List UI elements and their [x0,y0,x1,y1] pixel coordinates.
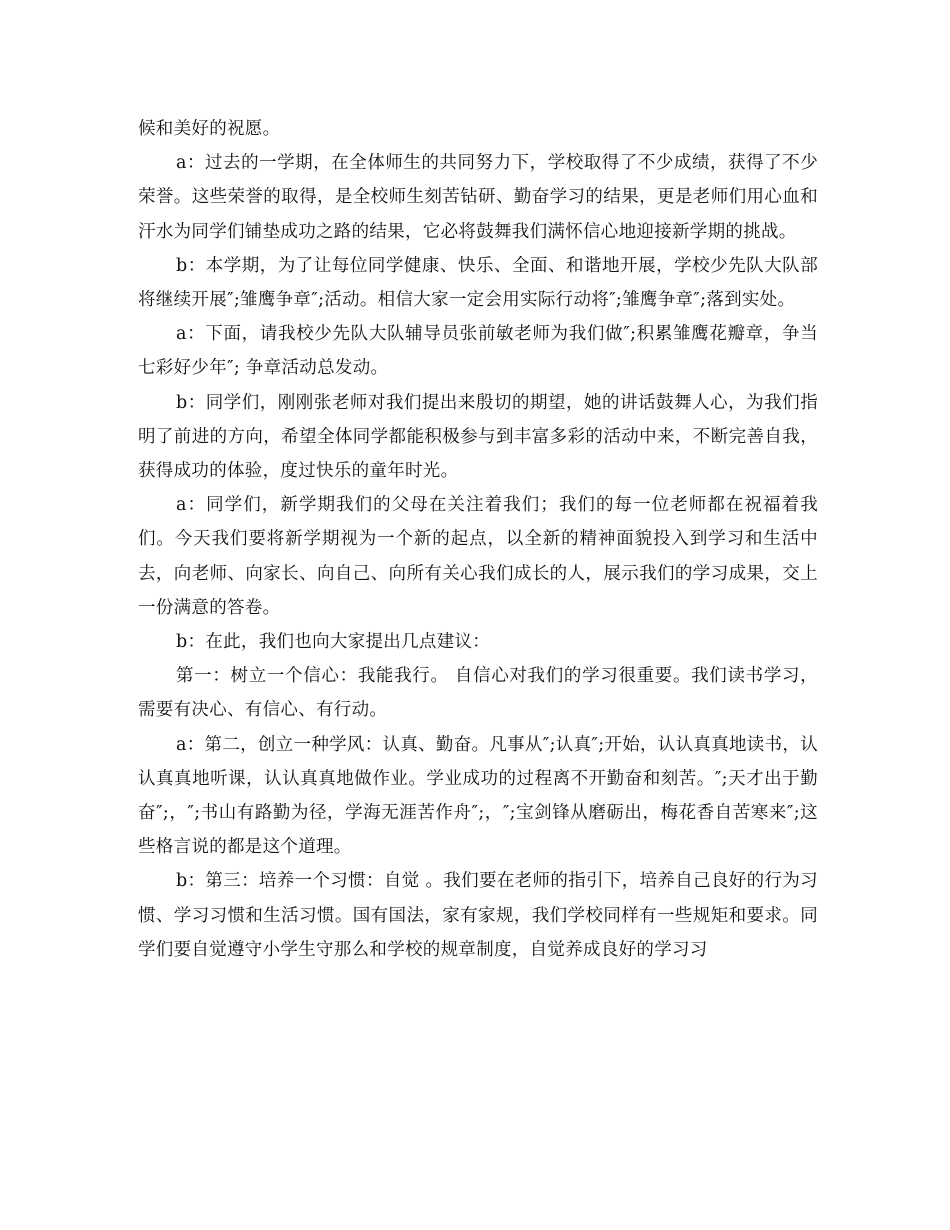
paragraph-1: 候和美好的祝愿。 [138,119,281,139]
document-page [138,112,818,967]
paragraph-3: b：本学期，为了让每位同学健康、快乐、全面、和谐地开展，学校少先队大队部将继续开展″;雏鹰争章″;活动。相信大家一定会用实际行动将″;雏鹰争章″;落到实处。 [138,255,818,311]
paragraph-2: a：过去的一学期，在全体师生的共同努力下，学校取得了不少成绩，获得了不少荣誉。这些荣誉的取得，是全校师生刻苦钻研、勤奋学习的结果，更是老师们用心血和汗水为同学们铺垫成功之路的结果，它必将鼓舞我们满怀信心地迎接新学期的挑战。 [138,153,818,242]
paragraph-4: a：下面，请我校少先队大队辅导员张前敏老师为我们做″;积累雏鹰花瓣章，争当七彩好少年″; 争章活动总发动。 [138,324,818,379]
paragraph-8: 第一：树立一个信心：我能我行。 自信心对我们的学习很重要。我们读书学习，需要有决心、有信心、有行动。 [138,666,818,721]
paragraph-10: b：第三：培养一个习惯：自觉 。我们要在老师的指引下，培养自己良好的行为习惯、学习习惯和生活习惯。国有国法，家有家规，我们学校同样有一些规矩和要求。同学们要自觉遵守小学生守那么和学校的规章制度，自觉养成良好的学习习 [138,871,818,960]
paragraph-9: a：第二，创立一种学风：认真、勤奋。凡事从″;认真″;开始，认认真真地读书，认认真真地听课，认认真真地做作业。学业成功的过程离不开勤奋和刻苦。″;天才出于勤奋″;，″;书山有路勤为径，学海无涯苦作舟″;，″;宝剑锋从磨砺出，梅花香自苦寒来″;这些格言说的都是这个道理。 [138,734,818,858]
paragraph-6: a：同学们，新学期我们的父母在关注着我们；我们的每一位老师都在祝福着我们。今天我们要将新学期视为一个新的起点，以全新的精神面貌投入到学习和生活中去，向老师、向家长、向自己、向所有关心我们成长的人，展示我们的学习成果，交上一份满意的答卷。 [138,495,818,618]
paragraph-7: b：在此，我们也向大家提出几点建议： [176,632,491,653]
paragraph-5: b：同学们，刚刚张老师对我们提出来殷切的期望，她的讲话鼓舞人心，为我们指明了前进的方向，希望全体同学都能积极参与到丰富多彩的活动中来，不断完善自我，获得成功的体验，度过快乐的童年时光。 [138,392,818,482]
